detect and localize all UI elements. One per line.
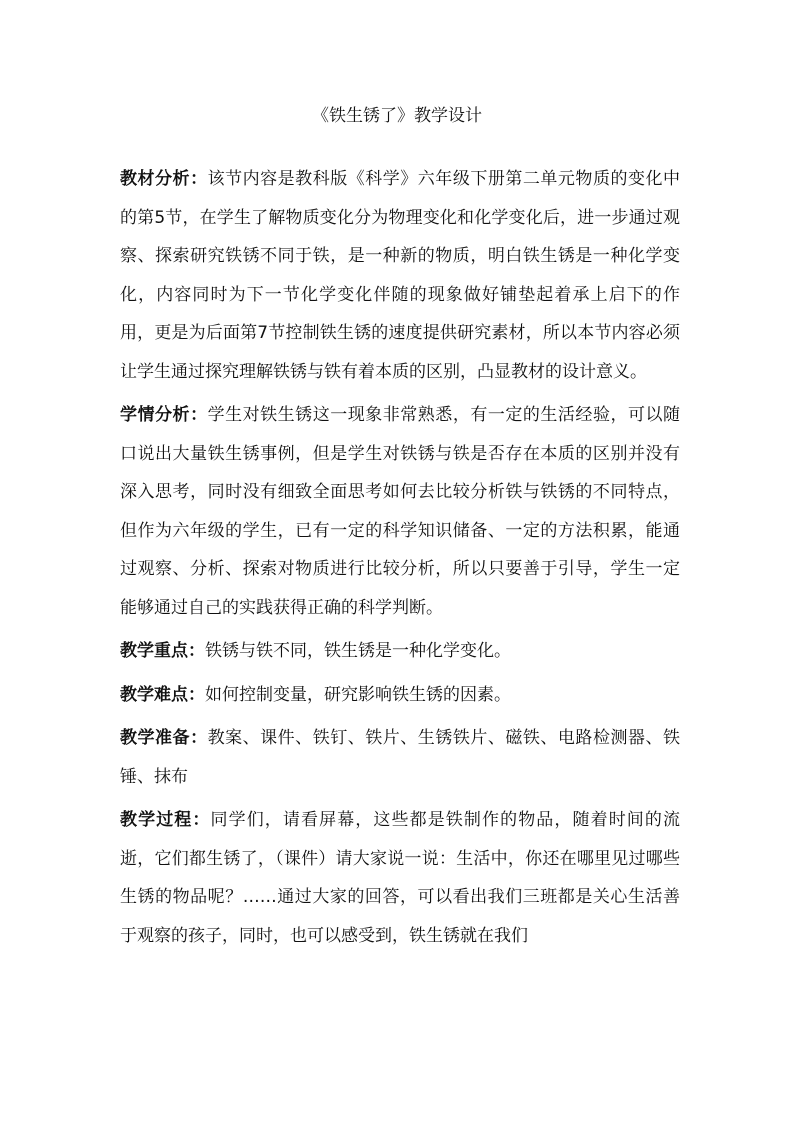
section-label: 学情分析：: [120, 405, 208, 425]
document-body: [120, 160, 680, 960]
document-title: 《铁生锈了》教学设计: [312, 106, 482, 126]
section-preparation: [120, 719, 680, 796]
section-text: 该节内容是教科版《科学》六年级下册第二单元物质的变化中的第5节，在学生了解物质变化分为物理变化和化学变化后，进一步通过观察、探索研究铁锈不同于铁，是一种新的物质，明白铁生锈是一种化学变化，内容同时为下一节化学变化伴随的现象做好铺垫起着承上启下的作用，更是为后面第7节控制铁生锈的速度提供研究素材，所以本节内容必须让学生通过探究理解铁锈与铁有着本质的区别，凸显教材的设计意义。: [120, 169, 681, 382]
section-difficulties: [120, 676, 680, 715]
section-text: 如何控制变量，研究影响铁生锈的因素。: [205, 684, 511, 705]
section-label: 教学难点：: [120, 684, 205, 705]
section-text: 铁锈与铁不同，铁生锈是一种化学变化。: [205, 641, 511, 661]
section-process: [120, 801, 680, 955]
section-text: 教案、课件、铁钉、铁片、生锈铁片、磁铁、电路检测器、铁锤、抹布: [120, 728, 681, 787]
section-label: 教学重点：: [120, 641, 205, 661]
section-label: 教材分析：: [120, 169, 208, 189]
section-student-analysis: [120, 396, 680, 627]
section-text: 同学们，请看屏幕，这些都是铁制作的物品，随着时间的流逝，它们都生锈了，（课件）请大家说一说：生活中，你还在哪里见过哪些生锈的物品呢？……通过大家的回答，可以看出我们三班都是关心生活善于观察的孩子，同时，也可以感受到，铁生锈就在我们: [120, 810, 680, 946]
section-label: 教学过程：: [120, 810, 211, 830]
section-label: 教学准备：: [120, 728, 208, 748]
section-key-points: [120, 632, 680, 671]
section-materials-analysis: [120, 160, 680, 391]
section-text: 学生对铁生锈这一现象非常熟悉，有一定的生活经验，可以随口说出大量铁生锈事例，但是学生对铁锈与铁是否存在本质的区别并没有深入思考，同时没有细致全面思考如何去比较分析铁与铁锈的不同特点，但作为六年级的学生，已有一定的科学知识储备、一定的方法积累，能通过观察、分析、探索对物质进行比较分析，所以只要善于引导，学生一定能够通过自己的实践获得正确的科学判断。: [120, 405, 681, 618]
